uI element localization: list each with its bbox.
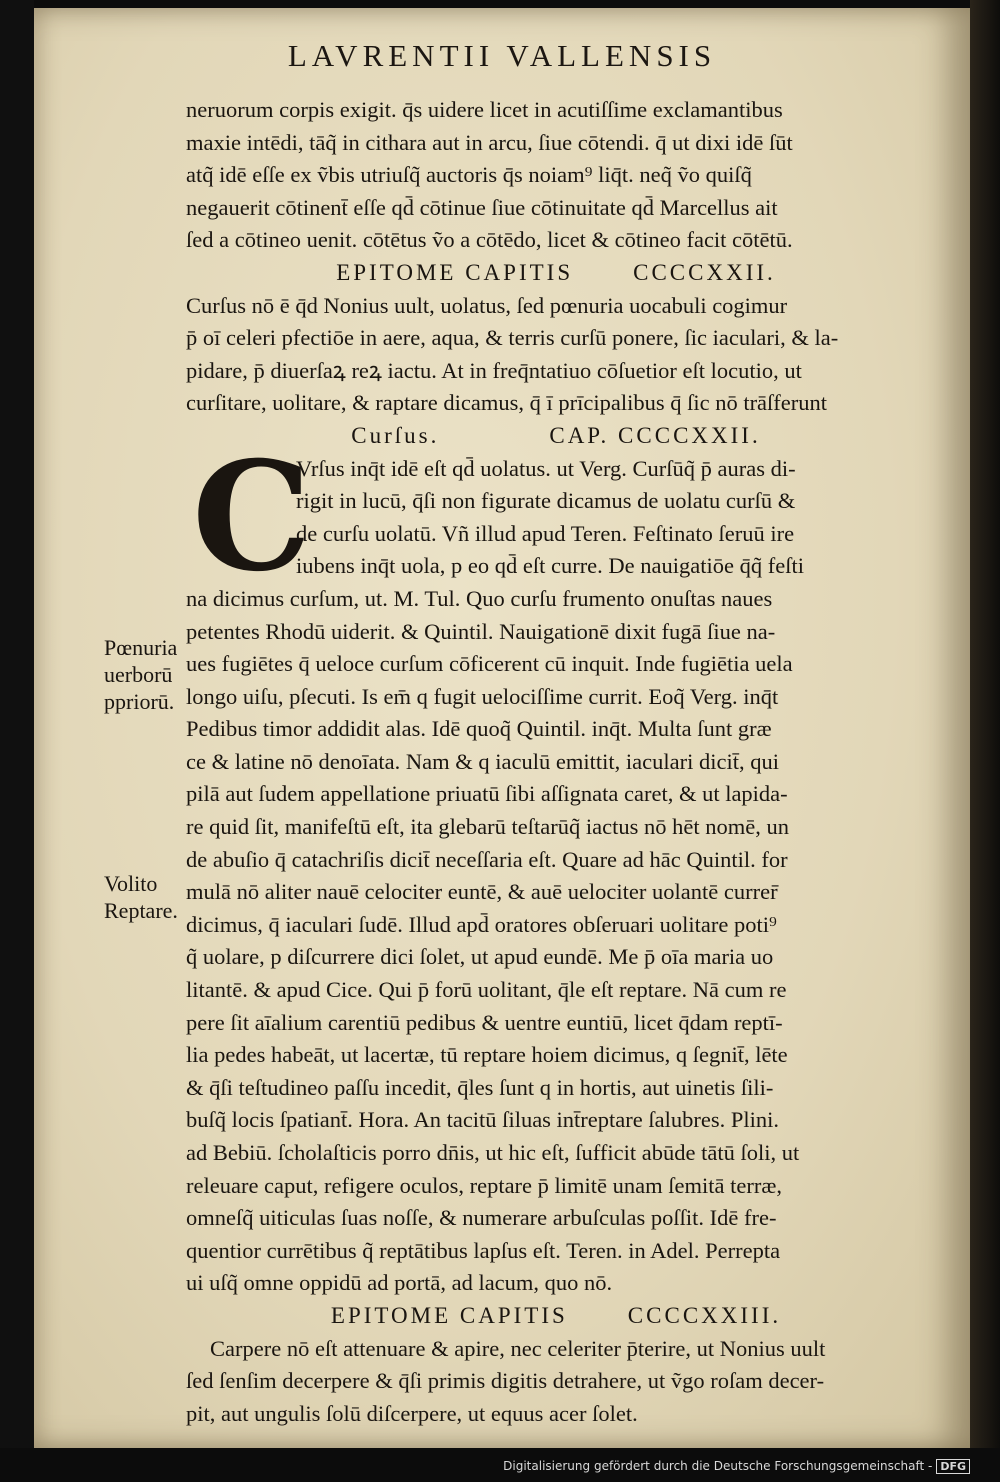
text-line: releuare caput, refigere oculos, reptare p̄ limitē unam ſemitā terræ, — [186, 1172, 782, 1198]
text-line: omneſq̃ uiticulas ſuas noſſe, & numerare arbuſculas poſſit. Idē fre- — [186, 1205, 777, 1231]
epitome-label: EPITOME CAPITIS — [330, 1302, 568, 1328]
paragraph-1 — [186, 94, 926, 257]
epitome-number: CCCCXXIII. — [627, 1302, 782, 1328]
text-line: p̄ oī celeri pfectiōe in aere, aqua, & terris curſū ponere, ſic iaculari, & la- — [186, 325, 839, 351]
text-line: ſed ſenſim decerpere & q̄ſi primis digitis detrahere, ut ṽgo roſam decer- — [186, 1368, 825, 1394]
epitome-heading-2 — [186, 1300, 926, 1333]
funding-text: Digitalisierung gefördert durch die Deutsche Forschungsgemeinschaft - — [503, 1459, 933, 1473]
funding-notice — [503, 1459, 970, 1474]
text-line: ues fugiētes q̄ ueloce curſum cōficerent cū inquit. Inde fugiētia uela — [186, 651, 793, 677]
text-line: atq̃ idē eſſe ex ṽbis utriuſq̃ auctoris q̄s noiam⁹ liq̄t. neq̃ ṽo quiſq̃ — [186, 162, 752, 188]
running-head: LAVRENTII VALLENSIS — [287, 38, 717, 73]
text-line: pilā aut ſudem appellatione priuatū ſibi aſſignata caret, & ut lapida- — [186, 781, 788, 807]
text-line: Curſus nō ē q̄d Nonius uult, uolatus, ſed pœnuria uocabuli cogimur — [186, 292, 788, 318]
margin-note-line: ppriorū. — [104, 689, 175, 714]
text-line: pere ſit aīalium carentiū pedibus & uentre euntiū, licet q̄dam reptī- — [186, 1009, 783, 1035]
drop-cap: C — [192, 428, 312, 605]
text-line: mulā nō aliter nauē celociter euntē, & auē uelociter uolantē currer̄ — [186, 879, 778, 905]
text-line: pidare, p̄ diuerſaꝝ reꝝ iactu. At in freq̄ntatiuo cōſuetior eſt locutio, ut — [186, 357, 802, 383]
text-line: de abuſio q̄ catachriſis dicit̄ neceſſaria eſt. Quare ad hāc Quintil. for — [186, 846, 788, 872]
text-line: maxie intēdi, tāq̃ in cithara aut in arcu, ſiue cōtendi. q̄ ut dixi idē ſūt — [186, 129, 793, 155]
text-line: ſed a cōtineo uenit. cōtētus ṽo a cōtēdo, licet & cōtineo facit cōtētū. — [186, 227, 793, 253]
text-line: ui uſq̃ omne oppidū ad portā, ad lacum, quo nō. — [186, 1270, 613, 1296]
text-line: Pedibus timor addidit alas. Idē quoq̃ Quintil. inq̄t. Multa ſunt græ — [186, 716, 772, 742]
text-line: re quid ſit, manifeſtū eſt, ita glebarū teſtarūq̃ iactus nō hēt nomē, un — [186, 814, 789, 840]
text-line: petentes Rhodū uiderit. & Quintil. Nauigationē dixit fugā ſiue na- — [186, 618, 776, 644]
paragraph-2 — [186, 290, 926, 420]
text-line: iubens inq̄t uola, p eo qd̄ eſt curre. De nauigatiōe q̄q̃ feſti — [296, 553, 804, 579]
text-line: buſq̃ locis ſpatiant̄. Hora. An tacitū ſiluas int̄reptare ſalubres. Plini. — [186, 1107, 779, 1133]
text-line: negauerit cōtinent̄ eſſe qd̄ cōtinue ſiue cōtinuitate qd̄ Marcellus ait — [186, 194, 778, 220]
text-line: Vrſus inq̄t idē eſt qd̄ uolatus. ut Verg. Curſūq̃ p̄ auras di- — [296, 455, 796, 481]
margin-note-volito — [104, 870, 224, 924]
chapter-number: CAP. CCCCXXII. — [549, 422, 761, 448]
text-line: de curſu uolatū. Vñ illud apud Teren. Feſtinato ſeruū ire — [296, 520, 795, 546]
scan-frame-right — [970, 0, 1000, 1482]
text-line: lia pedes habeāt, ut lacertæ, tū reptare hoiem dicimus, q ſegnit̄, lēte — [186, 1042, 788, 1068]
dfg-logo: DFG — [936, 1459, 970, 1474]
margin-note-line: Reptare. — [104, 898, 178, 923]
margin-note-line: Volito — [104, 871, 158, 896]
book-page — [34, 8, 970, 1448]
text-line: ad Bebiū. ſcholaſticis porro dn̄is, ut hic eſt, ſufficit abūde tātū ſoli, ut — [186, 1140, 800, 1165]
text-line: quentior currētibus q̃ reptātibus lapſus eſt. Teren. in Adel. Perrepta — [186, 1237, 781, 1263]
margin-note-line: uerborū — [104, 662, 173, 687]
epitome-number: CCCCXXII. — [633, 259, 776, 285]
text-line: dicimus, q̄ iaculari ſudē. Illud apd̄ oratores obſeruari uolitare poti⁹ — [186, 911, 777, 937]
text-line: Carpere nō eſt attenuare & apire, nec celeriter p̄terire, ut Nonius uult — [210, 1335, 826, 1361]
margin-note-poenuria — [104, 634, 224, 715]
paragraph-4 — [186, 1333, 926, 1431]
main-text — [186, 94, 926, 1430]
text-line: & q̄ſi teſtudineo paſſu incedit, q̄les ſunt q in hortis, aut uinetis ſili- — [186, 1074, 774, 1100]
text-line: pit, aut ungulis ſolū diſcerpere, ut equus acer ſolet. — [186, 1400, 638, 1426]
text-line: ce & latine nō denoīata. Nam & q iaculū emittit, iaculari dicit̄, qui — [186, 748, 779, 774]
footer-bar — [0, 1448, 1000, 1482]
scan-frame-left — [0, 0, 34, 1482]
text-line: neruorum corpis exigit. q̄s uidere licet in acutiſſime exclamantibus — [186, 97, 783, 122]
text-line: curſitare, uolitare, & raptare dicamus, q̄ ī prīcipalibus q̄ ſic nō trāſferunt — [186, 390, 828, 416]
epitome-label: EPITOME CAPITIS — [336, 259, 574, 285]
chapter-title: Curſus. — [351, 422, 440, 448]
text-line: rigit in lucū, q̄ſi non figurate dicamus de uolatu curſū & — [296, 488, 796, 514]
text-line: litantē. & apud Cice. Qui p̄ forū uolitant, q̄le eſt reptare. Nā cum re — [186, 977, 787, 1003]
text-line: q̃ uolare, p diſcurrere dici ſolet, ut apud eundē. Me p̄ oīa maria uo — [186, 944, 774, 970]
epitome-heading — [186, 257, 926, 290]
text-line: longo uiſu, pſecuti. Is em̄ q fugit uelociſſime currit. Eoq̃ Verg. inq̄t — [186, 683, 779, 709]
margin-note-line: Pœnuria — [104, 635, 178, 660]
text-line: na dicimus curſum, ut. M. Tul. Quo curſu frumento onuſtas naues — [186, 585, 773, 611]
